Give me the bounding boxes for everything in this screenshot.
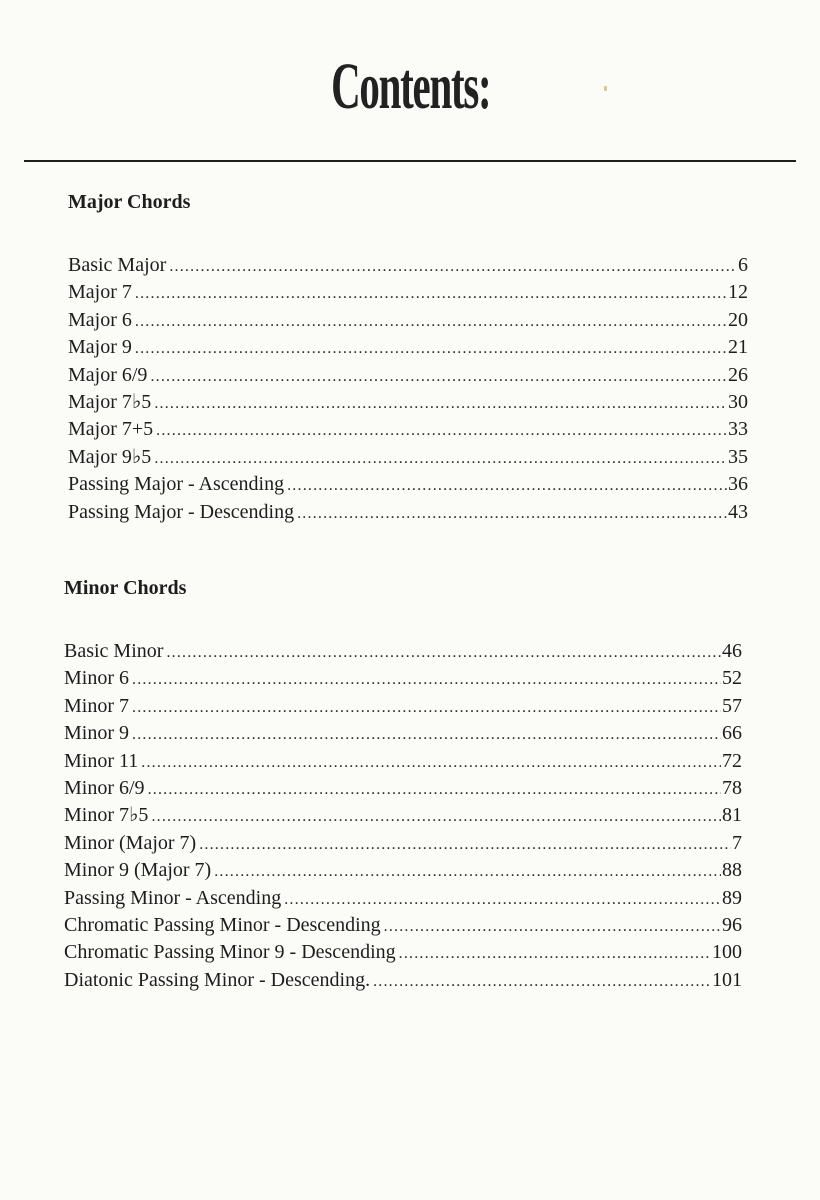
toc-entry-label: Minor 11 <box>64 749 139 772</box>
toc-entry-label: Minor 6/9 <box>64 776 145 799</box>
page-title: Contents: <box>331 50 491 123</box>
toc-entry[interactable] <box>64 638 742 665</box>
toc-entry-label: Major 9 <box>68 336 132 359</box>
toc-entry-page: 100 <box>712 941 742 964</box>
toc-entry[interactable] <box>68 334 748 361</box>
toc-entry-page: 88 <box>722 859 742 882</box>
toc-entry-label: Major 7 <box>68 281 132 304</box>
toc-entry[interactable] <box>68 444 748 471</box>
dot-leader <box>148 776 721 803</box>
dot-leader <box>284 886 721 913</box>
toc-entry-page: 57 <box>722 694 742 717</box>
toc-entry[interactable] <box>64 830 742 857</box>
toc-entry-label: Chromatic Passing Minor - Descending <box>64 913 381 936</box>
toc-entry-page: 35 <box>728 445 748 468</box>
toc-entry-page: 81 <box>722 804 742 827</box>
toc-entry-page: 33 <box>728 418 748 441</box>
dot-leader <box>399 940 711 967</box>
toc-entry-label: Basic Major <box>68 254 167 276</box>
dot-leader <box>132 694 721 721</box>
toc-entry[interactable] <box>68 416 748 443</box>
dot-leader <box>156 417 727 444</box>
toc-entry[interactable] <box>64 720 742 747</box>
dot-leader <box>297 500 727 527</box>
dot-leader <box>214 858 721 885</box>
toc-entry-page: 26 <box>728 363 748 386</box>
minor-chords-section <box>64 576 744 994</box>
toc-entry-label: Minor 7♭5 <box>64 804 149 827</box>
dot-leader <box>135 280 727 307</box>
toc-entry-label: Diatonic Passing Minor - Descending. <box>64 968 371 991</box>
dot-leader <box>154 390 727 417</box>
dot-leader <box>373 968 711 995</box>
toc-entry[interactable] <box>68 389 748 416</box>
toc-entry-label: Passing Major - Ascending <box>68 473 285 496</box>
toc-entry[interactable] <box>64 939 742 966</box>
dot-leader <box>150 363 727 390</box>
toc-entry-page: 21 <box>728 336 748 359</box>
dot-leader <box>384 913 721 940</box>
toc-entry-page: 36 <box>728 473 748 496</box>
dot-leader <box>154 445 727 472</box>
toc-entry-page: 96 <box>722 913 742 936</box>
dot-leader <box>132 721 721 748</box>
dot-leader <box>199 831 731 858</box>
dot-leader <box>135 308 727 335</box>
toc-entry-page: 78 <box>722 776 742 799</box>
toc-entry[interactable] <box>68 279 748 306</box>
toc-entry[interactable] <box>64 748 742 775</box>
toc-entry[interactable] <box>64 912 742 939</box>
toc-entry-page: 43 <box>728 500 748 523</box>
toc-entry[interactable] <box>68 252 748 279</box>
dot-leader <box>132 666 721 693</box>
section-heading: Minor Chords <box>64 577 187 599</box>
toc-entry-label: Basic Minor <box>64 640 164 662</box>
title-divider <box>24 160 796 162</box>
toc-entry-page: 46 <box>722 640 742 662</box>
toc-entry-label: Major 7+5 <box>68 418 154 441</box>
toc-entry-page: 6 <box>738 254 748 276</box>
paper-speck <box>604 86 607 91</box>
toc-list <box>64 638 742 994</box>
dot-leader <box>287 472 727 499</box>
dot-leader <box>169 253 737 280</box>
toc-entry-label: Chromatic Passing Minor 9 - Descending <box>64 941 396 964</box>
toc-entry-label: Minor (Major 7) <box>64 831 197 854</box>
toc-entry-page: 7 <box>732 831 742 854</box>
toc-entry-label: Passing Major - Descending <box>68 500 295 523</box>
dot-leader <box>166 639 721 666</box>
toc-entry-page: 20 <box>728 308 748 331</box>
toc-entry[interactable] <box>64 885 742 912</box>
dot-leader <box>141 749 721 776</box>
dot-leader <box>151 803 721 830</box>
toc-entry[interactable] <box>64 857 742 884</box>
toc-entry[interactable] <box>68 362 748 389</box>
toc-entry-label: Minor 9 <box>64 722 129 745</box>
toc-entry[interactable] <box>68 471 748 498</box>
toc-entry-label: Major 7♭5 <box>68 390 152 413</box>
toc-entry-page: 89 <box>722 886 742 909</box>
toc-entry-label: Minor 7 <box>64 694 129 717</box>
toc-entry-page: 101 <box>712 968 742 991</box>
toc-entry-label: Major 6/9 <box>68 363 148 386</box>
toc-entry-page: 12 <box>728 281 748 304</box>
toc-entry[interactable] <box>68 499 748 526</box>
toc-entry-page: 66 <box>722 722 742 745</box>
toc-entry-label: Minor 9 (Major 7) <box>64 859 212 882</box>
toc-entry-page: 52 <box>722 667 742 690</box>
toc-entry[interactable] <box>64 802 742 829</box>
dot-leader <box>135 335 727 362</box>
toc-entry[interactable] <box>68 307 748 334</box>
major-chords-section <box>68 190 748 526</box>
toc-entry[interactable] <box>64 665 742 692</box>
toc-entry-label: Major 9♭5 <box>68 445 152 468</box>
toc-entry-page: 30 <box>728 390 748 413</box>
toc-entry[interactable] <box>64 775 742 802</box>
toc-entry-label: Major 6 <box>68 308 132 331</box>
section-heading: Major Chords <box>68 191 191 213</box>
toc-entry[interactable] <box>64 693 742 720</box>
toc-list <box>68 252 748 526</box>
toc-entry-label: Passing Minor - Ascending <box>64 886 282 909</box>
toc-entry-label: Minor 6 <box>64 667 129 690</box>
toc-entry-page: 72 <box>722 749 742 772</box>
toc-entry[interactable] <box>64 967 742 994</box>
